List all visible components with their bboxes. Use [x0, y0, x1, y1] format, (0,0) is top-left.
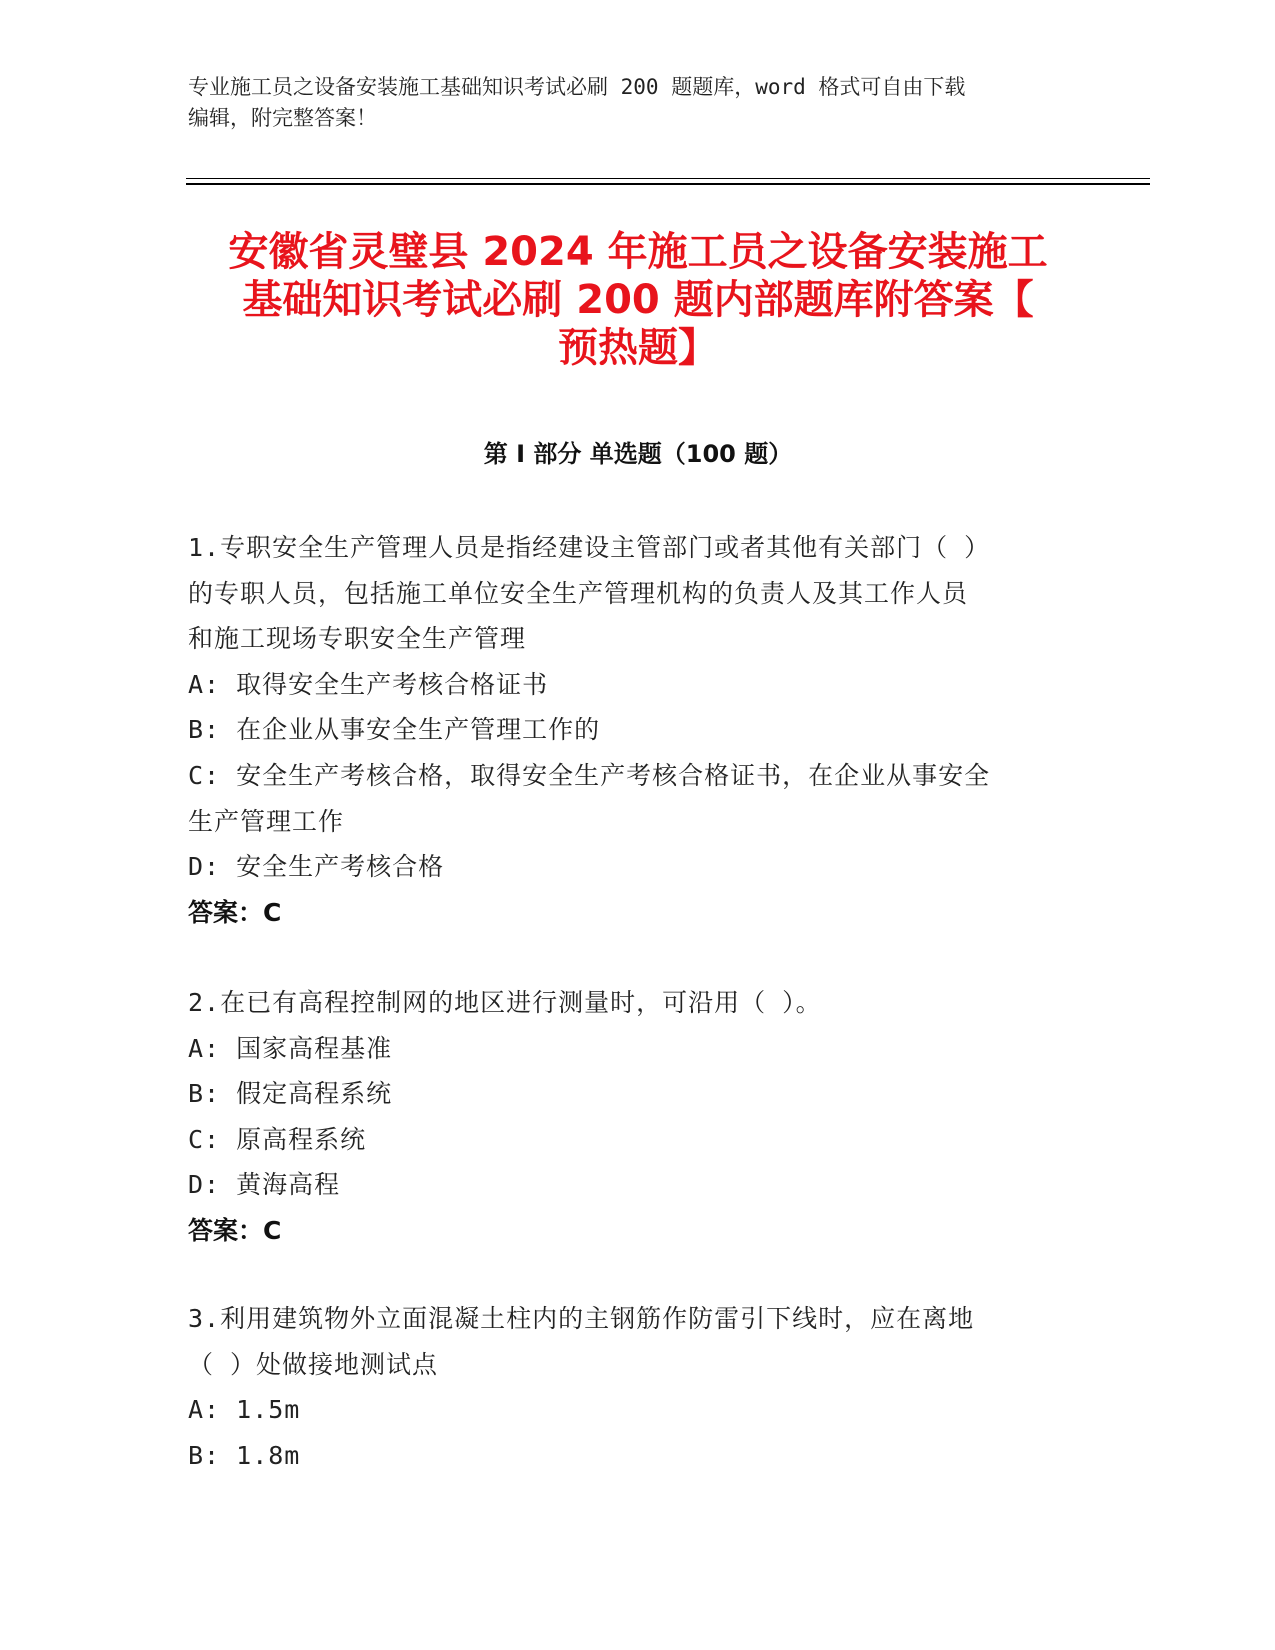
option-a: A: 1.5m [188, 1395, 301, 1425]
option-b: B: 在企业从事安全生产管理工作的 [188, 715, 601, 745]
option-b: B: 1.8m [188, 1440, 301, 1470]
section-heading: 第 I 部分 单选题（100 题） [483, 440, 793, 468]
question-3 [188, 1296, 1068, 1478]
header-divider-thick [186, 183, 1150, 185]
document-title [186, 228, 1090, 372]
header-note [188, 72, 1068, 134]
question-stem-line: 2.在已有高程控制网的地区进行测量时，可沿用（ ）。 [188, 988, 822, 1017]
option-c: C: 原高程系统 [188, 1124, 367, 1154]
document-title-line-1: 安徽省灵璧县 2024 年施工员之设备安装施工 [228, 229, 1048, 275]
option-a: A: 取得安全生产考核合格证书 [188, 669, 549, 699]
option-b: B: 假定高程系统 [188, 1079, 393, 1109]
option-c-continuation: 生产管理工作 [188, 806, 345, 836]
header-note-line-2: 编辑，附完整答案！ [188, 106, 377, 130]
question-stem-line: 的专职人员，包括施工单位安全生产管理机构的负责人及其工作人员 [188, 578, 969, 608]
option-d: D: 安全生产考核合格 [188, 852, 445, 882]
answer-label: 答案：C [188, 897, 282, 927]
question-stem-line: 1.专职安全生产管理人员是指经建设主管部门或者其他有关部门（ ） [188, 533, 991, 562]
question-stem-line: （ ）处做接地测试点 [188, 1349, 439, 1379]
question-stem-line: 3.利用建筑物外立面混凝土柱内的主钢筋作防雷引下线时，应在离地 [188, 1304, 975, 1333]
option-c: C: 安全生产考核合格，取得安全生产考核合格证书，在企业从事安全 [188, 760, 991, 790]
option-a: A: 国家高程基准 [188, 1033, 393, 1063]
document-title-line-3: 预热题】 [558, 325, 718, 371]
document-title-line-2: 基础知识考试必刷 200 题内部题库附答案【 [242, 277, 1034, 323]
header-note-line-1: 专业施工员之设备安装施工基础知识考试必刷 200 题题库，word 格式可自由下载 [188, 75, 966, 99]
question-1 [188, 525, 1068, 935]
question-stem-line: 和施工现场专职安全生产管理 [188, 624, 527, 654]
option-d: D: 黄海高程 [188, 1170, 341, 1200]
question-2 [188, 980, 1068, 1254]
answer-label: 答案：C [188, 1215, 282, 1245]
header-divider-thin [186, 178, 1150, 179]
